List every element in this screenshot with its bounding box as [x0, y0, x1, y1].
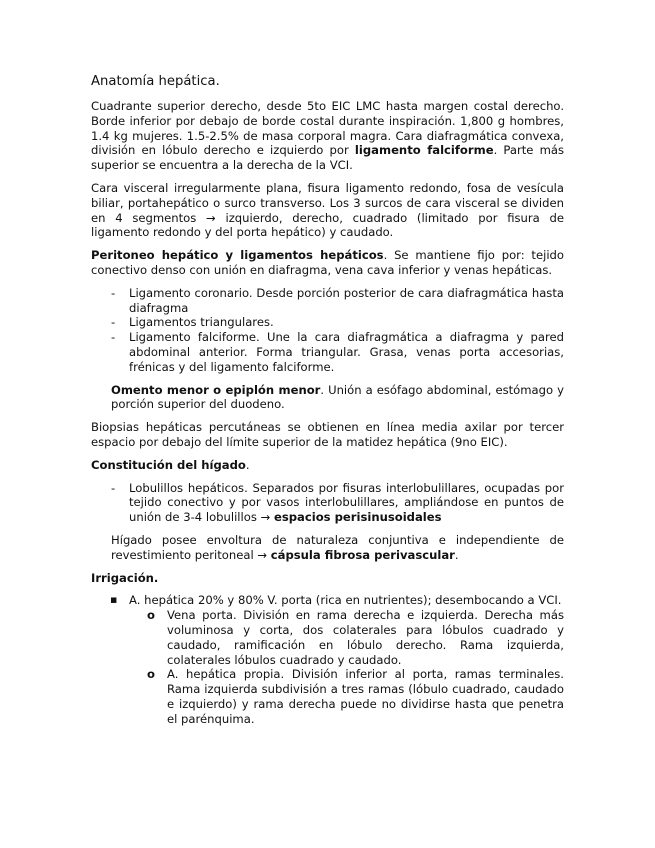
irrigation-list	[91, 593, 564, 726]
list-item: o Vena porta. División en rama derecha e izquierda. Derecha más voluminosa y corta, dos colaterales para lóbulos cuadrado y caudado, ramificación en lóbulo derecho. Rama izquierda, colaterales lóbulos cuadrado y caudado.	[129, 608, 564, 667]
ligament-list	[91, 286, 564, 375]
paragraph-capsule: Hígado posee envoltura de naturaleza conjuntiva e independiente de revestimiento peritoneal → cápsula fibrosa perivascular.	[111, 532, 564, 562]
irrigation-sublist	[129, 608, 564, 726]
paragraph-peritoneum: Peritoneo hepático y ligamentos hepáticos. Se mantiene fijo por: tejido conectivo denso con unión en diafragma, vena cava inferior y venas hepáticas.	[91, 248, 565, 277]
paragraph-biopsy: Biopsias hepáticas percutáneas se obtienen en línea media axilar por tercer espacio por debajo del límite superior de la matidez hepática (9no EIC).	[91, 420, 564, 449]
list-item: o A. hepática propia. División inferior al porta, ramas terminales. Rama izquierda subdivisión a tres ramas (lóbulo cuadrado, caudado e izquierdo) y rama derecha puede no dividirse hasta que penetra el parénquima.	[129, 667, 564, 726]
list-item: - Ligamento falciforme. Une la cara diafragmática a diafragma y pared abdominal anterior. Forma triangular. Grasa, venas porta accesorias, frénicas y del ligamento falciforme.	[91, 330, 564, 374]
document-content	[91, 73, 564, 734]
list-item: - Ligamentos triangulares.	[91, 315, 564, 330]
list-item: ▪ A. hepática 20% y 80% V. porta (rica en nutrientes); desembocando a VCI. o Vena porta. División en rama derecha e izquierda. Derecha más voluminosa y corta, dos colaterales para lóbulos cuadrado y caudado, ramificación en lóbulo derecho. Rama izquierda, colaterales lóbulos cuadrado y caudado. o A. hepática propia. División inferior al porta, ramas terminales. Rama izquierda subdivisión a tres ramas (lóbulo cuadrado, caudado e izquierdo) y rama derecha puede no dividirse hasta que penetra el parénquima.	[91, 593, 564, 726]
paragraph-visceral-face: Cara visceral irregularmente plana, fisura ligamento redondo, fosa de vesícula biliar, portahepático o surco transverso. Los 3 surcos de cara visceral se dividen en 4 segmentos → izquierdo, derecho, cuadrado (limitado por fisura de ligamento redondo y del porta hepático) y caudado.	[91, 180, 564, 240]
heading-irrigation: Irrigación.	[91, 570, 159, 585]
paragraph-omentum: Omento menor o epiplón menor. Unión a esófago abdominal, estómago y porción superior del duodeno.	[111, 382, 564, 412]
constitution-list	[91, 481, 564, 525]
list-item: - Ligamento coronario. Desde porción posterior de cara diafragmática hasta diafragma	[91, 286, 564, 316]
document-title: Anatomía hepática.	[91, 74, 220, 89]
list-item: - Lobulillos hepáticos. Separados por fisuras interlobulillares, ocupadas por tejido conectivo y por vasos interlobulillares, ampliándose en puntos de unión de 3-4 lobulillos → espacios perisinusoidales	[91, 481, 564, 525]
heading-constitution: Constitución del hígado.	[91, 457, 250, 472]
paragraph-location: Cuadrante superior derecho, desde 5to EIC LMC hasta margen costal derecho. Borde inferior por debajo de borde costal durante inspiración. 1,800 g hombres, 1.4 kg mujeres. 1.5-2.5% de masa corporal magra. Cara diafragmática convexa, división en lóbulo derecho e izquierdo por ligamento falciforme. Parte más superior se encuentra a la derecha de la VCI.	[91, 99, 565, 173]
